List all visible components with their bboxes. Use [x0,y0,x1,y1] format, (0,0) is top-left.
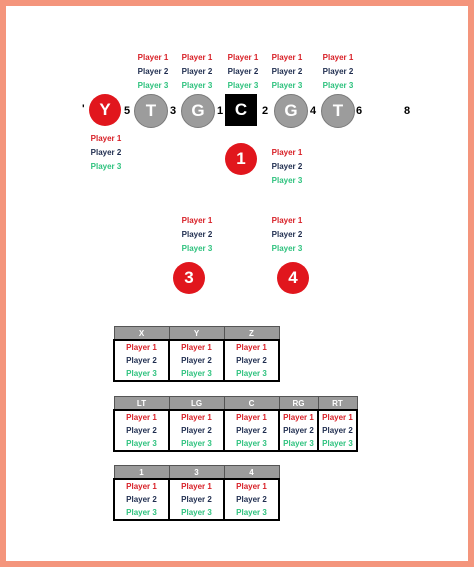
table-cell [224,410,279,451]
player-2-label: Player 2 [271,162,303,171]
player-3-label: Player 3 [181,244,213,253]
table-header-cell: C [224,397,279,411]
player-1-label: Player 1 [181,413,212,422]
player-1-label: Player 1 [236,482,267,491]
player-list-t-right [312,51,364,93]
gap-5: 5 [124,105,131,117]
player-2-label: Player 2 [236,495,267,504]
player-1-label: Player 1 [283,413,314,422]
table-cell [224,479,279,520]
diagram-canvas [6,6,468,561]
c-square: C [225,94,257,126]
player-1-label: Player 1 [126,343,157,352]
left-mark: ' [82,103,85,115]
player-3-label: Player 3 [322,81,354,90]
player-1-label: Player 1 [236,413,267,422]
table-cell [114,340,169,381]
table-header-cell: 4 [224,466,279,480]
player-3-label: Player 3 [90,162,122,171]
table-cell [279,410,318,451]
player-2-label: Player 2 [181,495,212,504]
table-cell [169,479,224,520]
player-3-label: Player 3 [236,369,267,378]
gap-3: 3 [170,105,177,117]
player-3-label: Player 3 [236,508,267,517]
player-2-label: Player 2 [181,67,213,76]
player-2-label: Player 2 [181,426,212,435]
gap-8: 8 [404,105,411,117]
table-cell [169,340,224,381]
player-3-label: Player 3 [181,369,212,378]
table-cell [169,410,224,451]
player-1-label: Player 1 [236,343,267,352]
player-1-label: Player 1 [227,53,259,62]
player-2-label: Player 2 [181,356,212,365]
player-3-label: Player 3 [181,439,212,448]
table-header-cell: 3 [169,466,224,480]
table-line [113,396,358,452]
player-list-g-right [261,51,313,93]
player-3-label: Player 3 [271,81,303,90]
t-right-circle: T [321,94,355,128]
player-3-label: Player 3 [322,439,353,448]
player-3-label: Player 3 [271,176,303,185]
player-2-label: Player 2 [271,67,303,76]
table-row [114,479,279,520]
player-3-label: Player 3 [137,81,169,90]
table-header-row [114,327,279,341]
player-list-back-4 [261,214,313,256]
player-1-label: Player 1 [126,482,157,491]
table-header-cell: LG [169,397,224,411]
player-1-label: Player 1 [322,413,353,422]
table-header-cell: RT [318,397,357,411]
player-3-label: Player 3 [236,439,267,448]
player-2-label: Player 2 [126,426,157,435]
player-3-label: Player 3 [126,439,157,448]
table-header-cell: Y [169,327,224,341]
player-list-back-1 [261,146,313,188]
table-row [114,410,357,451]
g-right-circle: G [274,94,308,128]
player-1-label: Player 1 [137,53,169,62]
player-3-label: Player 3 [271,244,303,253]
player-list-back-3 [171,214,223,256]
table-header-row [114,397,357,411]
player-3-label: Player 3 [181,508,212,517]
gap-2: 2 [262,105,269,117]
y-circle: Y [89,94,121,126]
player-1-label: Player 1 [90,134,122,143]
table-xyz [113,326,280,382]
player-2-label: Player 2 [271,230,303,239]
table-header-cell: RG [279,397,318,411]
back-1-circle: 1 [225,143,257,175]
player-2-label: Player 2 [322,426,353,435]
player-2-label: Player 2 [90,148,122,157]
player-1-label: Player 1 [126,413,157,422]
back-4-circle: 4 [277,262,309,294]
player-2-label: Player 2 [126,356,157,365]
gap-4: 4 [310,105,317,117]
table-cell [318,410,357,451]
player-list-g-left [171,51,223,93]
player-1-label: Player 1 [271,216,303,225]
player-1-label: Player 1 [271,53,303,62]
player-3-label: Player 3 [227,81,259,90]
t-left-circle: T [134,94,168,128]
player-2-label: Player 2 [236,426,267,435]
table-header-cell: Z [224,327,279,341]
player-2-label: Player 2 [236,356,267,365]
table-cell [114,479,169,520]
g-left-circle: G [181,94,215,128]
player-1-label: Player 1 [181,482,212,491]
table-header-cell: 1 [114,466,169,480]
table-backs [113,465,280,521]
player-1-label: Player 1 [181,216,213,225]
player-3-label: Player 3 [126,508,157,517]
table-header-row [114,466,279,480]
player-list-y [80,132,132,174]
player-2-label: Player 2 [181,230,213,239]
player-2-label: Player 2 [227,67,259,76]
player-3-label: Player 3 [126,369,157,378]
table-row [114,340,279,381]
player-1-label: Player 1 [181,53,213,62]
player-2-label: Player 2 [137,67,169,76]
player-2-label: Player 2 [126,495,157,504]
player-3-label: Player 3 [181,81,213,90]
table-cell [224,340,279,381]
player-2-label: Player 2 [322,67,354,76]
table-cell [114,410,169,451]
table-header-cell: X [114,327,169,341]
player-3-label: Player 3 [283,439,314,448]
player-1-label: Player 1 [181,343,212,352]
gap-6: 6 [356,105,363,117]
player-2-label: Player 2 [283,426,314,435]
gap-1: 1 [217,105,224,117]
table-header-cell: LT [114,397,169,411]
player-1-label: Player 1 [271,148,303,157]
back-3-circle: 3 [173,262,205,294]
player-1-label: Player 1 [322,53,354,62]
